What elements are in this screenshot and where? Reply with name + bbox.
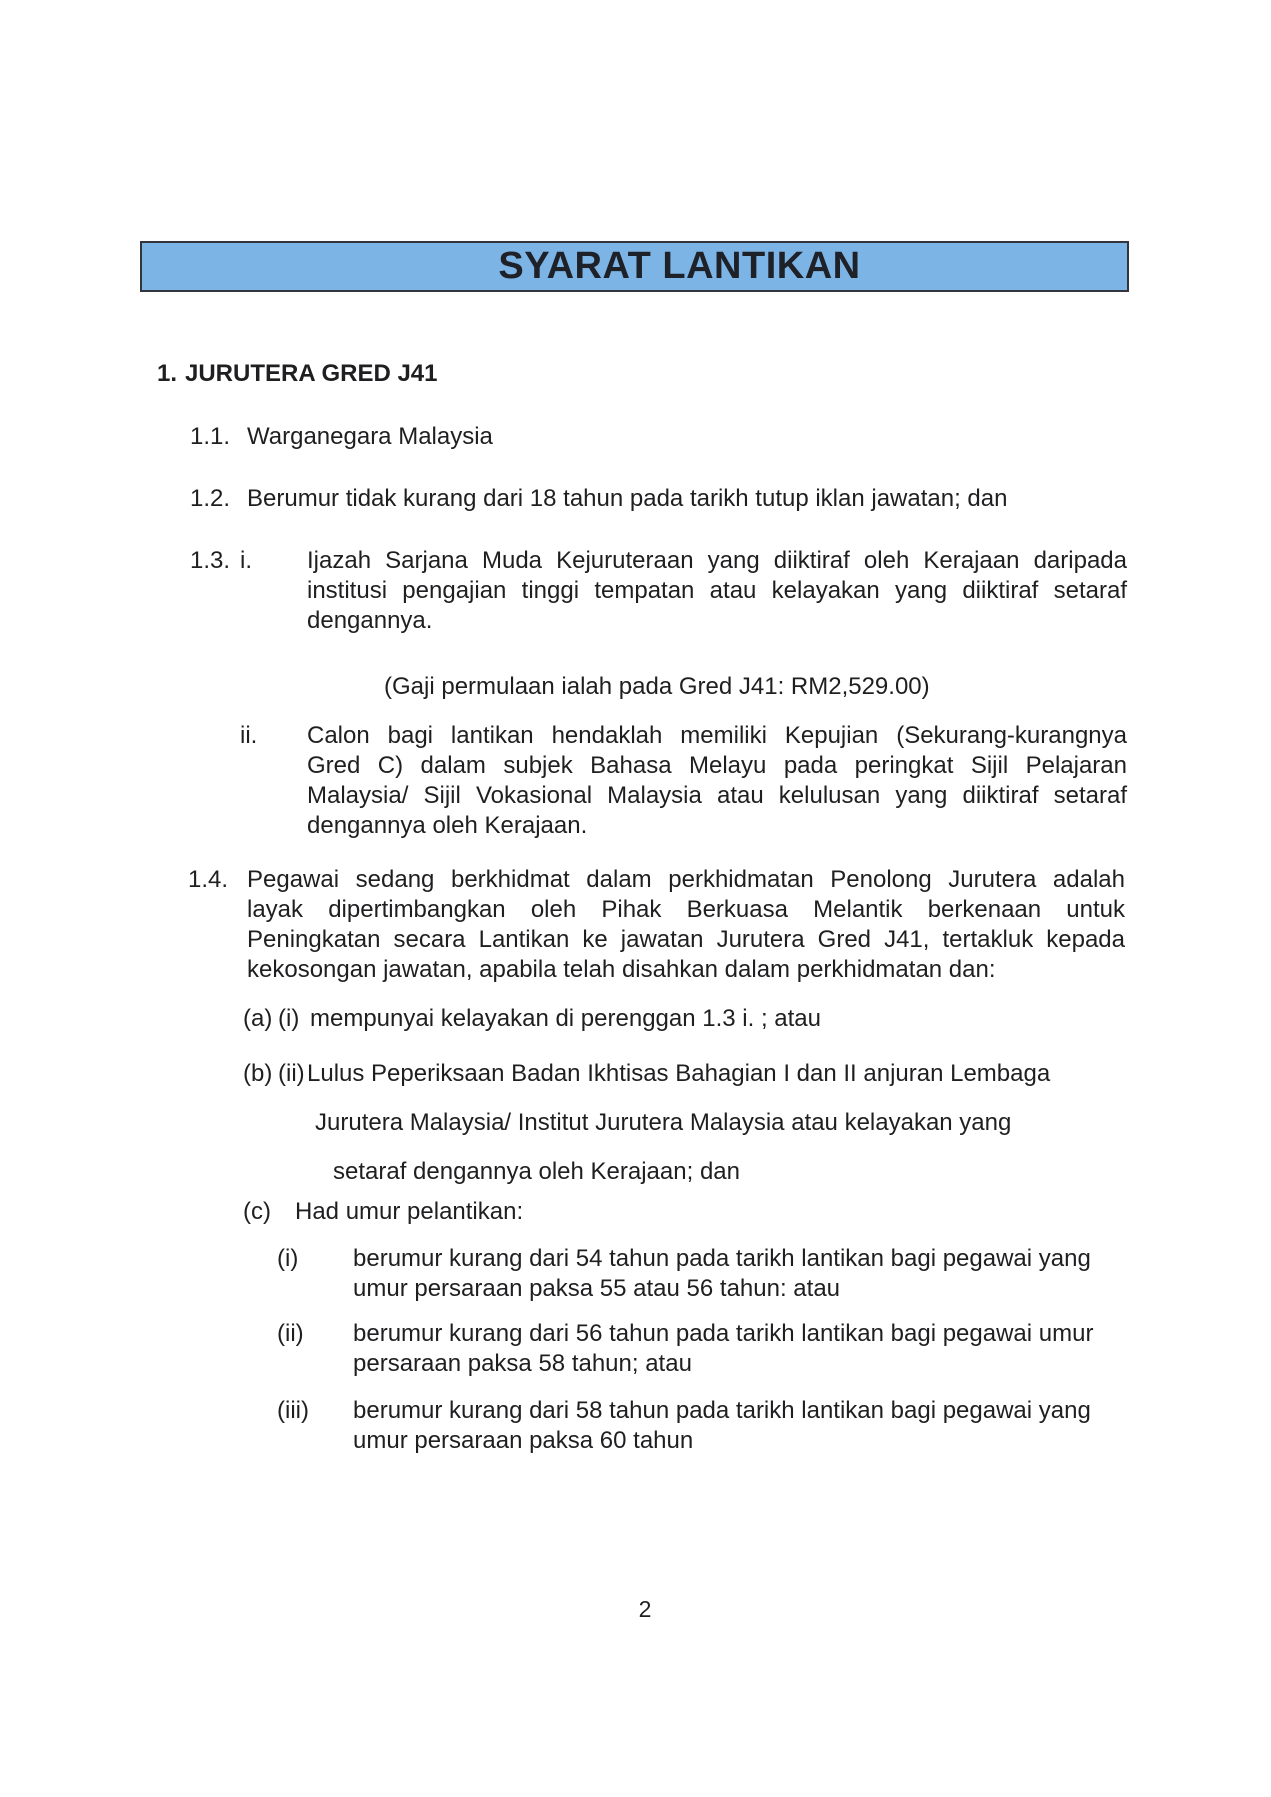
item-b-paragraph (307, 1049, 1050, 1196)
section-title: JURUTERA GRED J41 (185, 360, 438, 387)
paragraph-line: berumur kurang dari 54 tahun pada tarikh lantikan bagi pegawai yang (353, 1245, 1091, 1272)
paragraph-line: setaraf dengannya oleh Kerajaan; dan (333, 1158, 740, 1185)
paragraph-line: Malaysia/ Sijil Vokasional Malaysia atau kelulusan yang diiktiraf setaraf (307, 782, 1127, 809)
clause-1-3-label: 1.3. (190, 547, 231, 574)
item-b-label: (b) (243, 1060, 273, 1087)
page-number: 2 (638, 1596, 652, 1622)
clause-1-1-label: 1.1. (190, 423, 231, 450)
item-c-i-paragraph (353, 1244, 1091, 1304)
paragraph-line: Lulus Peperiksaan Badan Ikhtisas Bahagian I dan II anjuran Lembaga (307, 1060, 1051, 1087)
paragraph-line: umur persaraan paksa 60 tahun (353, 1427, 694, 1454)
paragraph-line: Peningkatan secara Lantikan ke jawatan Jurutera Gred J41, tertakluk kepada (247, 926, 1125, 953)
subclause-i-label: i. (240, 547, 252, 574)
item-a-text: mempunyai kelayakan di perenggan 1.3 i. ; atau (310, 1005, 821, 1032)
clause-1-2-label: 1.2. (190, 485, 231, 512)
paragraph-line: dengannya. (307, 607, 433, 634)
section-number: 1. (157, 360, 178, 387)
item-c-iii-paragraph (353, 1396, 1091, 1456)
paragraph-line: berumur kurang dari 56 tahun pada tarikh lantikan bagi pegawai umur (353, 1320, 1094, 1347)
paragraph-line: kekosongan jawatan, apabila telah disahkan dalam perkhidmatan dan: (247, 956, 996, 983)
paragraph-line: Jurutera Malaysia/ Institut Jurutera Malaysia atau kelayakan yang (315, 1109, 1012, 1136)
subclause-ii-label: ii. (240, 722, 258, 749)
salary-note: (Gaji permulaan ialah pada Gred J41: RM2,529.00) (384, 673, 930, 700)
item-c-i-label: (i) (277, 1245, 299, 1272)
paragraph-line: persaraan paksa 58 tahun; atau (353, 1350, 692, 1377)
section-banner (140, 241, 1129, 292)
paragraph-line: Ijazah Sarjana Muda Kejuruteraan yang diiktiraf oleh Kerajaan daripada (307, 547, 1127, 574)
clause-1-1-text: Warganegara Malaysia (247, 423, 493, 450)
paragraph-line: Gred C) dalam subjek Bahasa Melayu pada peringkat Sijil Pelajaran (307, 752, 1127, 779)
banner-title: SYARAT LANTIKAN (498, 245, 861, 287)
paragraph-line: berumur kurang dari 58 tahun pada tarikh lantikan bagi pegawai yang (353, 1397, 1091, 1424)
clause-1-4-paragraph (247, 865, 1125, 985)
clause-1-2-text: Berumur tidak kurang dari 18 tahun pada tarikh tutup iklan jawatan; dan (247, 485, 1008, 512)
paragraph-line: institusi pengajian tinggi tempatan atau kelayakan yang diiktiraf setaraf (307, 577, 1127, 604)
subclause-i-paragraph (307, 546, 1127, 636)
item-a-label: (a) (243, 1005, 273, 1032)
item-c-ii-label: (ii) (277, 1320, 304, 1347)
paragraph-line: umur persaraan paksa 55 atau 56 tahun: atau (353, 1275, 841, 1302)
subclause-ii-paragraph (307, 721, 1127, 841)
paragraph-line: Pegawai sedang berkhidmat dalam perkhidmatan Penolong Jurutera adalah (247, 866, 1125, 893)
item-c-text: Had umur pelantikan: (295, 1198, 524, 1225)
item-c-label: (c) (243, 1198, 271, 1225)
item-a-sub-label: (i) (278, 1005, 300, 1032)
clause-1-4-label: 1.4. (188, 866, 229, 893)
paragraph-line: Calon bagi lantikan hendaklah memiliki Kepujian (Sekurang-kurangnya (307, 722, 1127, 749)
paragraph-line: layak dipertimbangkan oleh Pihak Berkuasa Melantik berkenaan untuk (247, 896, 1125, 923)
paragraph-line: dengannya oleh Kerajaan. (307, 812, 588, 839)
item-c-ii-paragraph (353, 1319, 1093, 1379)
item-b-sub-label: (ii) (278, 1060, 305, 1087)
item-c-iii-label: (iii) (277, 1397, 309, 1424)
